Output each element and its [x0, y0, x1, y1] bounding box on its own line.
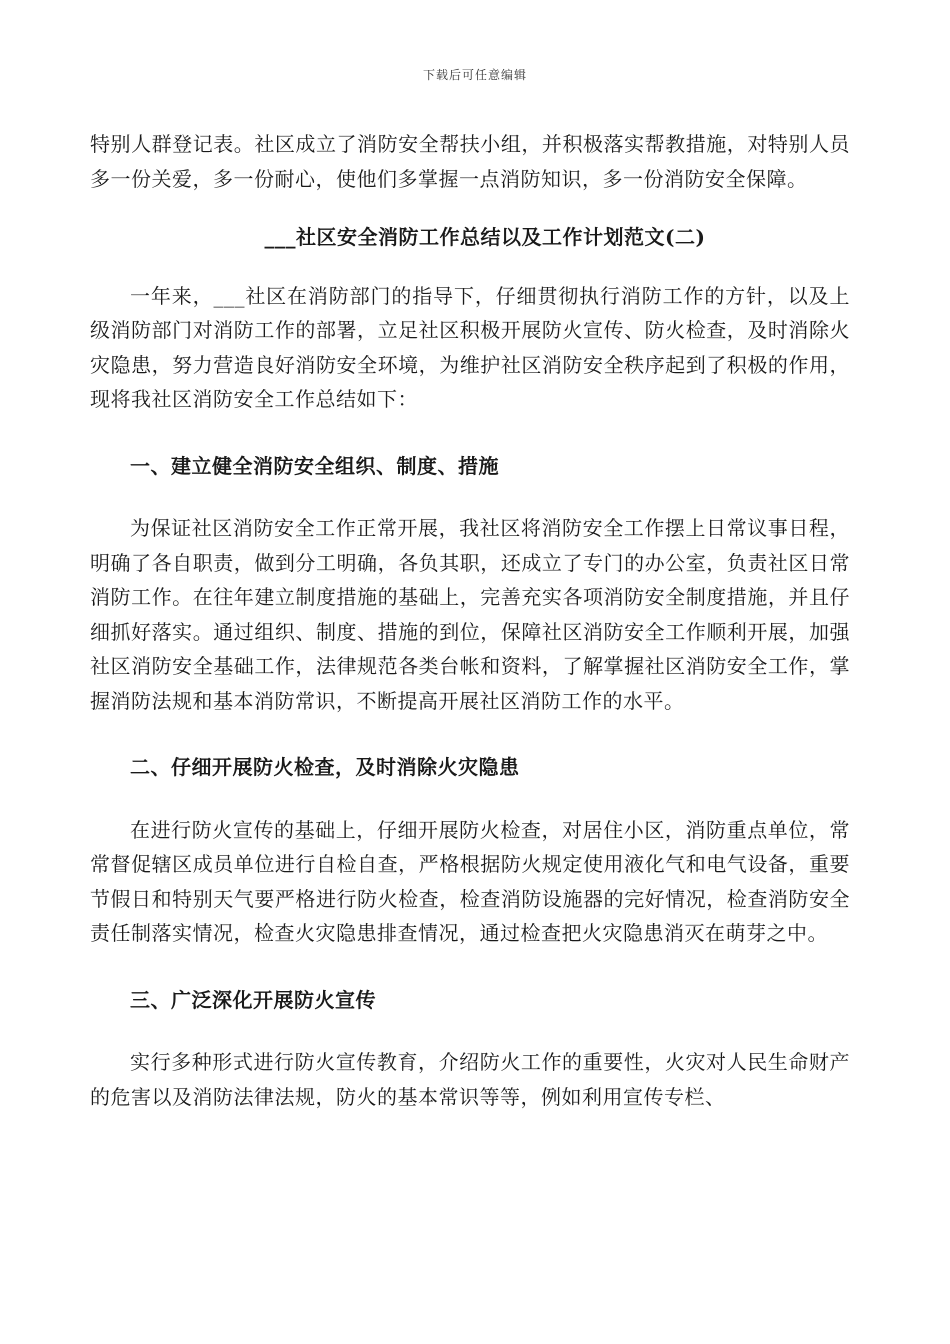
header-note: 下载后可任意编辑: [422, 68, 527, 82]
document-body: [90, 127, 850, 1114]
intro-paragraph: 特别人群登记表。社区成立了消防安全帮扶小组，并积极落实帮教措施，对特别人员多一份关爱，多一份耐心，使他们多掌握一点消防知识，多一份消防安全保障。: [90, 132, 850, 191]
section-heading-3: 三、广泛深化开展防火宣传: [130, 987, 376, 1012]
opening-paragraph: 一年来，___社区在消防部门的指导下，仔细贯彻执行消防工作的方针，以及上级消防部门对消防工作的部署，立足社区积极开展防火宣传、防火检查，及时消除火灾隐患，努力营造良好消防安全环境，为维护社区消防安全秩序起到了积极的作用，现将我社区消防安全工作总结如下：: [90, 283, 850, 411]
document-title: ___社区安全消防工作总结以及工作计划范文(二): [264, 225, 706, 249]
section-heading-1: 一、建立健全消防安全组织、制度、措施: [130, 453, 499, 478]
section-heading-2: 二、仔细开展防火检查，及时消除火灾隐患: [130, 755, 520, 779]
section-body-2: 在进行防火宣传的基础上，仔细开展防火检查，对居住小区，消防重点单位，常常督促辖区成员单位进行自检自查，严格根据防火规定使用液化气和电气设备，重要节假日和特别天气要严格进行防火检查，检查消防设施器的完好情况，检查消防安全责任制落实情况，检查火灾隐患排查情况，通过检查把火灾隐患消灭在萌芽之中。: [90, 817, 850, 945]
section-body-3: 实行多种形式进行防火宣传教育，介绍防火工作的重要性，火灾对人民生命财产的危害以及消防法律法规，防火的基本常识等等，例如利用宣传专栏、: [90, 1050, 850, 1109]
section-body-1: 为保证社区消防安全工作正常开展，我社区将消防安全工作摆上日常议事日程，明确了各自职责，做到分工明确，各负其职，还成立了专门的办公室，负责社区日常消防工作。在往年建立制度措施的基础上，完善充实各项消防安全制度措施，并且仔细抓好落实。通过组织、制度、措施的到位，保障社区消防安全工作顺利开展，加强社区消防安全基础工作，法律规范各类台帐和资料，了解掌握社区消防安全工作，掌握消防法规和基本消防常识，不断提高开展社区消防工作的水平。: [90, 516, 850, 713]
